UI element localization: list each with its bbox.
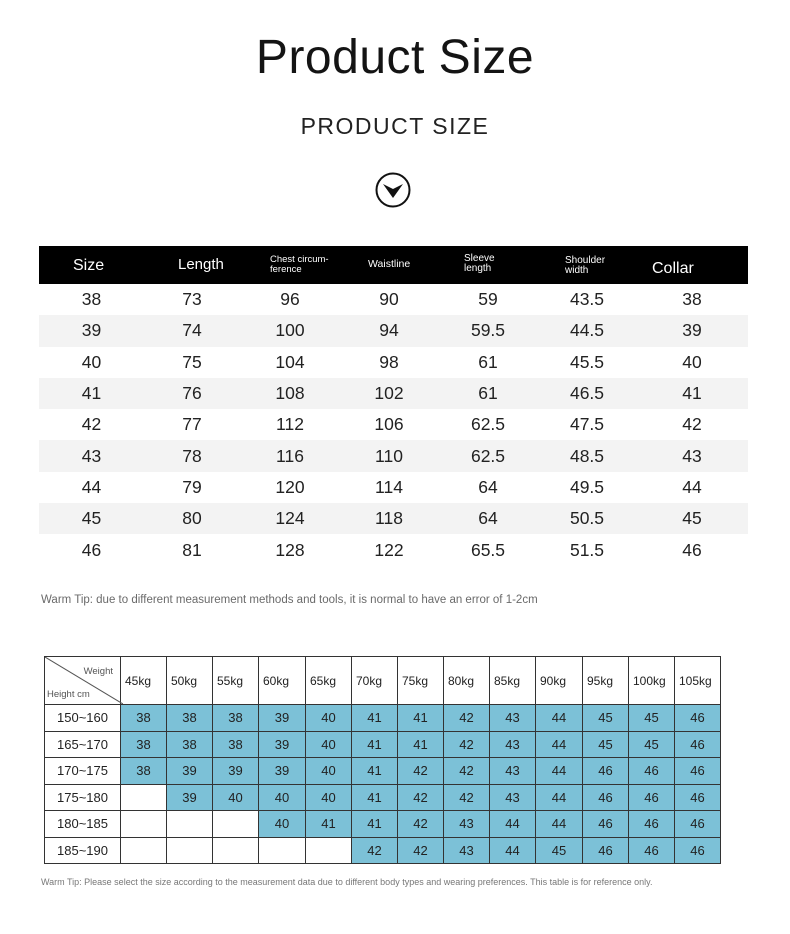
size-cell: 42 <box>444 784 490 811</box>
table-row <box>39 503 748 534</box>
weight-header: 65kg <box>306 657 352 705</box>
weight-header: 100kg <box>629 657 675 705</box>
table-cell: 118 <box>375 508 403 529</box>
size-cell: 46 <box>583 811 629 838</box>
size-cell: 39 <box>167 758 213 785</box>
empty-cell <box>213 837 259 864</box>
size-cell: 44 <box>490 837 536 864</box>
table-cell: 65.5 <box>470 539 506 560</box>
weight-header: 75kg <box>398 657 444 705</box>
selection-tip: Warm Tip: Please select the size according to the measurement data due to different body types and wearing preferences. This table is for reference only. <box>41 877 653 887</box>
grid-row <box>45 811 721 838</box>
table-cell: 112 <box>276 414 304 435</box>
table-cell: 124 <box>275 508 305 529</box>
size-cell: 40 <box>306 705 352 732</box>
weight-header: 85kg <box>490 657 536 705</box>
weight-header: 80kg <box>444 657 490 705</box>
size-cell: 42 <box>444 705 490 732</box>
size-cell: 46 <box>675 784 721 811</box>
table-cell: 59 <box>478 289 498 310</box>
table-cell: 43.5 <box>569 289 605 310</box>
table-row <box>39 284 748 315</box>
size-cell: 38 <box>167 705 213 732</box>
table-cell: 104 <box>275 351 305 372</box>
size-cell: 41 <box>352 784 398 811</box>
size-cell: 46 <box>583 837 629 864</box>
table-cell: 128 <box>275 539 305 560</box>
table-cell: 96 <box>280 289 300 310</box>
table-row <box>39 347 748 378</box>
size-cell: 46 <box>675 731 721 758</box>
table-cell: 61 <box>478 351 498 372</box>
table-cell: 120 <box>275 476 305 497</box>
size-cell: 43 <box>444 811 490 838</box>
table-cell: 62.5 <box>470 445 506 466</box>
table-cell: 38 <box>682 289 702 310</box>
size-cell: 45 <box>629 705 675 732</box>
measurement-tip: Warm Tip: due to different measurement methods and tools, it is normal to have an error of 1-2cm <box>41 594 538 606</box>
weight-header: 55kg <box>213 657 259 705</box>
column-header-label: Chest circum- ference <box>270 254 329 275</box>
size-cell: 45 <box>629 731 675 758</box>
grid-row <box>45 837 721 864</box>
table-cell: 64 <box>478 508 498 529</box>
empty-cell <box>213 811 259 838</box>
table-cell: 73 <box>182 289 202 310</box>
size-cell: 43 <box>490 705 536 732</box>
table-cell: 78 <box>182 445 202 466</box>
grid-corner <box>45 657 121 705</box>
size-cell: 43 <box>490 758 536 785</box>
size-cell: 42 <box>398 784 444 811</box>
size-cell: 38 <box>213 731 259 758</box>
size-cell: 46 <box>629 758 675 785</box>
table-cell: 79 <box>182 476 202 497</box>
table-cell: 108 <box>275 383 305 404</box>
size-cell: 46 <box>675 811 721 838</box>
table-cell: 39 <box>682 320 702 341</box>
column-header-label: Sleeve length <box>464 253 495 274</box>
table-cell: 45.5 <box>569 351 605 372</box>
table-row <box>39 472 748 503</box>
weight-header: 45kg <box>121 657 167 705</box>
column-header <box>340 246 438 284</box>
table-cell: 38 <box>81 289 102 310</box>
size-cell: 46 <box>675 837 721 864</box>
size-cell: 40 <box>306 731 352 758</box>
table-cell: 43 <box>81 445 102 466</box>
table-cell: 47.5 <box>569 414 605 435</box>
size-cell: 43 <box>444 837 490 864</box>
height-range-label: 175~180 <box>45 784 121 811</box>
size-cell: 46 <box>629 784 675 811</box>
size-cell: 44 <box>490 811 536 838</box>
table-cell: 41 <box>682 383 702 404</box>
table-cell: 45 <box>682 508 702 529</box>
size-cell: 39 <box>167 784 213 811</box>
size-cell: 46 <box>583 758 629 785</box>
size-cell: 38 <box>213 705 259 732</box>
table-cell: 59.5 <box>470 320 506 341</box>
size-cell: 39 <box>259 731 306 758</box>
table-cell: 100 <box>275 320 305 341</box>
table-cell: 122 <box>374 539 404 560</box>
size-cell: 45 <box>536 837 583 864</box>
column-header-label: Size <box>73 257 105 274</box>
size-cell: 42 <box>444 758 490 785</box>
column-header-label: Waistline <box>368 258 411 270</box>
size-cell: 46 <box>629 811 675 838</box>
size-cell: 46 <box>629 837 675 864</box>
height-range-label: 180~185 <box>45 811 121 838</box>
table-cell: 116 <box>276 445 304 466</box>
table-cell: 44 <box>81 476 102 497</box>
empty-cell <box>121 784 167 811</box>
table-cell: 46.5 <box>569 383 605 404</box>
table-cell: 80 <box>182 508 202 529</box>
table-cell: 45 <box>81 508 102 529</box>
table-cell: 46 <box>81 539 102 560</box>
table-cell: 90 <box>379 289 399 310</box>
size-cell: 39 <box>259 705 306 732</box>
size-table-header <box>39 246 748 284</box>
table-cell: 77 <box>182 414 202 435</box>
table-cell: 110 <box>375 445 403 466</box>
size-cell: 41 <box>352 731 398 758</box>
table-cell: 51.5 <box>569 539 605 560</box>
grid-row <box>45 784 721 811</box>
height-range-label: 170~175 <box>45 758 121 785</box>
table-cell: 40 <box>682 351 702 372</box>
size-cell: 38 <box>121 758 167 785</box>
empty-cell <box>306 837 352 864</box>
size-cell: 46 <box>675 758 721 785</box>
table-cell: 46 <box>682 539 702 560</box>
table-cell: 39 <box>81 320 102 341</box>
height-range-label: 150~160 <box>45 705 121 732</box>
size-cell: 44 <box>536 784 583 811</box>
column-header <box>636 246 748 284</box>
empty-cell <box>259 837 306 864</box>
table-row <box>39 315 748 346</box>
weight-header: 105kg <box>675 657 721 705</box>
size-cell: 39 <box>259 758 306 785</box>
table-row <box>39 534 748 565</box>
size-cell: 46 <box>675 705 721 732</box>
size-cell: 40 <box>213 784 259 811</box>
size-cell: 44 <box>536 758 583 785</box>
grid-row <box>45 705 721 732</box>
size-cell: 43 <box>490 784 536 811</box>
table-cell: 49.5 <box>569 476 605 497</box>
size-cell: 42 <box>398 758 444 785</box>
size-cell: 46 <box>583 784 629 811</box>
size-cell: 44 <box>536 811 583 838</box>
table-cell: 114 <box>375 476 403 497</box>
size-cell: 41 <box>352 705 398 732</box>
table-cell: 102 <box>374 383 404 404</box>
size-cell: 39 <box>213 758 259 785</box>
table-cell: 74 <box>182 320 202 341</box>
table-cell: 50.5 <box>569 508 605 529</box>
size-cell: 43 <box>490 731 536 758</box>
page-title: Product Size <box>255 31 535 84</box>
weight-header: 70kg <box>352 657 398 705</box>
column-header <box>39 246 144 284</box>
height-axis-label: Height cm <box>47 689 90 700</box>
size-cell: 38 <box>167 731 213 758</box>
weight-header: 95kg <box>583 657 629 705</box>
size-cell: 40 <box>306 758 352 785</box>
empty-cell <box>167 811 213 838</box>
column-header <box>240 246 340 284</box>
size-cell: 45 <box>583 705 629 732</box>
size-cell: 40 <box>259 811 306 838</box>
size-cell: 41 <box>306 811 352 838</box>
weight-header: 90kg <box>536 657 583 705</box>
table-cell: 44 <box>682 476 702 497</box>
page-subtitle: PRODUCT SIZE <box>300 113 490 139</box>
size-cell: 42 <box>398 837 444 864</box>
table-cell: 81 <box>182 539 202 560</box>
column-header-label: Length <box>178 256 224 273</box>
grid-header-row <box>45 657 721 705</box>
table-cell: 76 <box>182 383 202 404</box>
empty-cell <box>167 837 213 864</box>
column-header <box>438 246 538 284</box>
size-cell: 41 <box>352 758 398 785</box>
table-cell: 41 <box>81 383 102 404</box>
weight-height-grid <box>44 656 721 864</box>
table-row <box>39 440 748 471</box>
size-cell: 38 <box>121 705 167 732</box>
column-header-label: Collar <box>652 260 694 277</box>
height-range-label: 185~190 <box>45 837 121 864</box>
table-cell: 42 <box>682 414 702 435</box>
table-cell: 42 <box>81 414 102 435</box>
table-cell: 61 <box>478 383 498 404</box>
size-cell: 40 <box>259 784 306 811</box>
column-header-label: Shoulder width <box>565 255 606 276</box>
size-cell: 38 <box>121 731 167 758</box>
size-cell: 42 <box>398 811 444 838</box>
size-cell: 41 <box>398 705 444 732</box>
size-cell: 42 <box>444 731 490 758</box>
column-header <box>538 246 636 284</box>
column-header <box>144 246 240 284</box>
grid-row <box>45 758 721 785</box>
size-table <box>39 246 748 566</box>
table-cell: 64 <box>478 476 498 497</box>
table-row <box>39 409 748 440</box>
table-cell: 94 <box>379 320 399 341</box>
height-range-label: 165~170 <box>45 731 121 758</box>
size-cell: 44 <box>536 705 583 732</box>
weight-header: 60kg <box>259 657 306 705</box>
grid-row <box>45 731 721 758</box>
weight-axis-label: Weight <box>83 666 113 677</box>
table-cell: 48.5 <box>569 445 605 466</box>
size-cell: 45 <box>583 731 629 758</box>
size-cell: 44 <box>536 731 583 758</box>
table-row <box>39 378 748 409</box>
chevron-down-circle-icon <box>375 172 411 208</box>
table-cell: 62.5 <box>470 414 506 435</box>
weight-header: 50kg <box>167 657 213 705</box>
size-cell: 42 <box>352 837 398 864</box>
size-cell: 40 <box>306 784 352 811</box>
table-cell: 98 <box>379 351 399 372</box>
empty-cell <box>121 811 167 838</box>
table-cell: 106 <box>374 414 404 435</box>
empty-cell <box>121 837 167 864</box>
table-cell: 75 <box>182 351 202 372</box>
size-cell: 41 <box>398 731 444 758</box>
table-cell: 44.5 <box>569 320 605 341</box>
size-cell: 41 <box>352 811 398 838</box>
table-cell: 40 <box>81 351 102 372</box>
table-cell: 43 <box>682 445 702 466</box>
